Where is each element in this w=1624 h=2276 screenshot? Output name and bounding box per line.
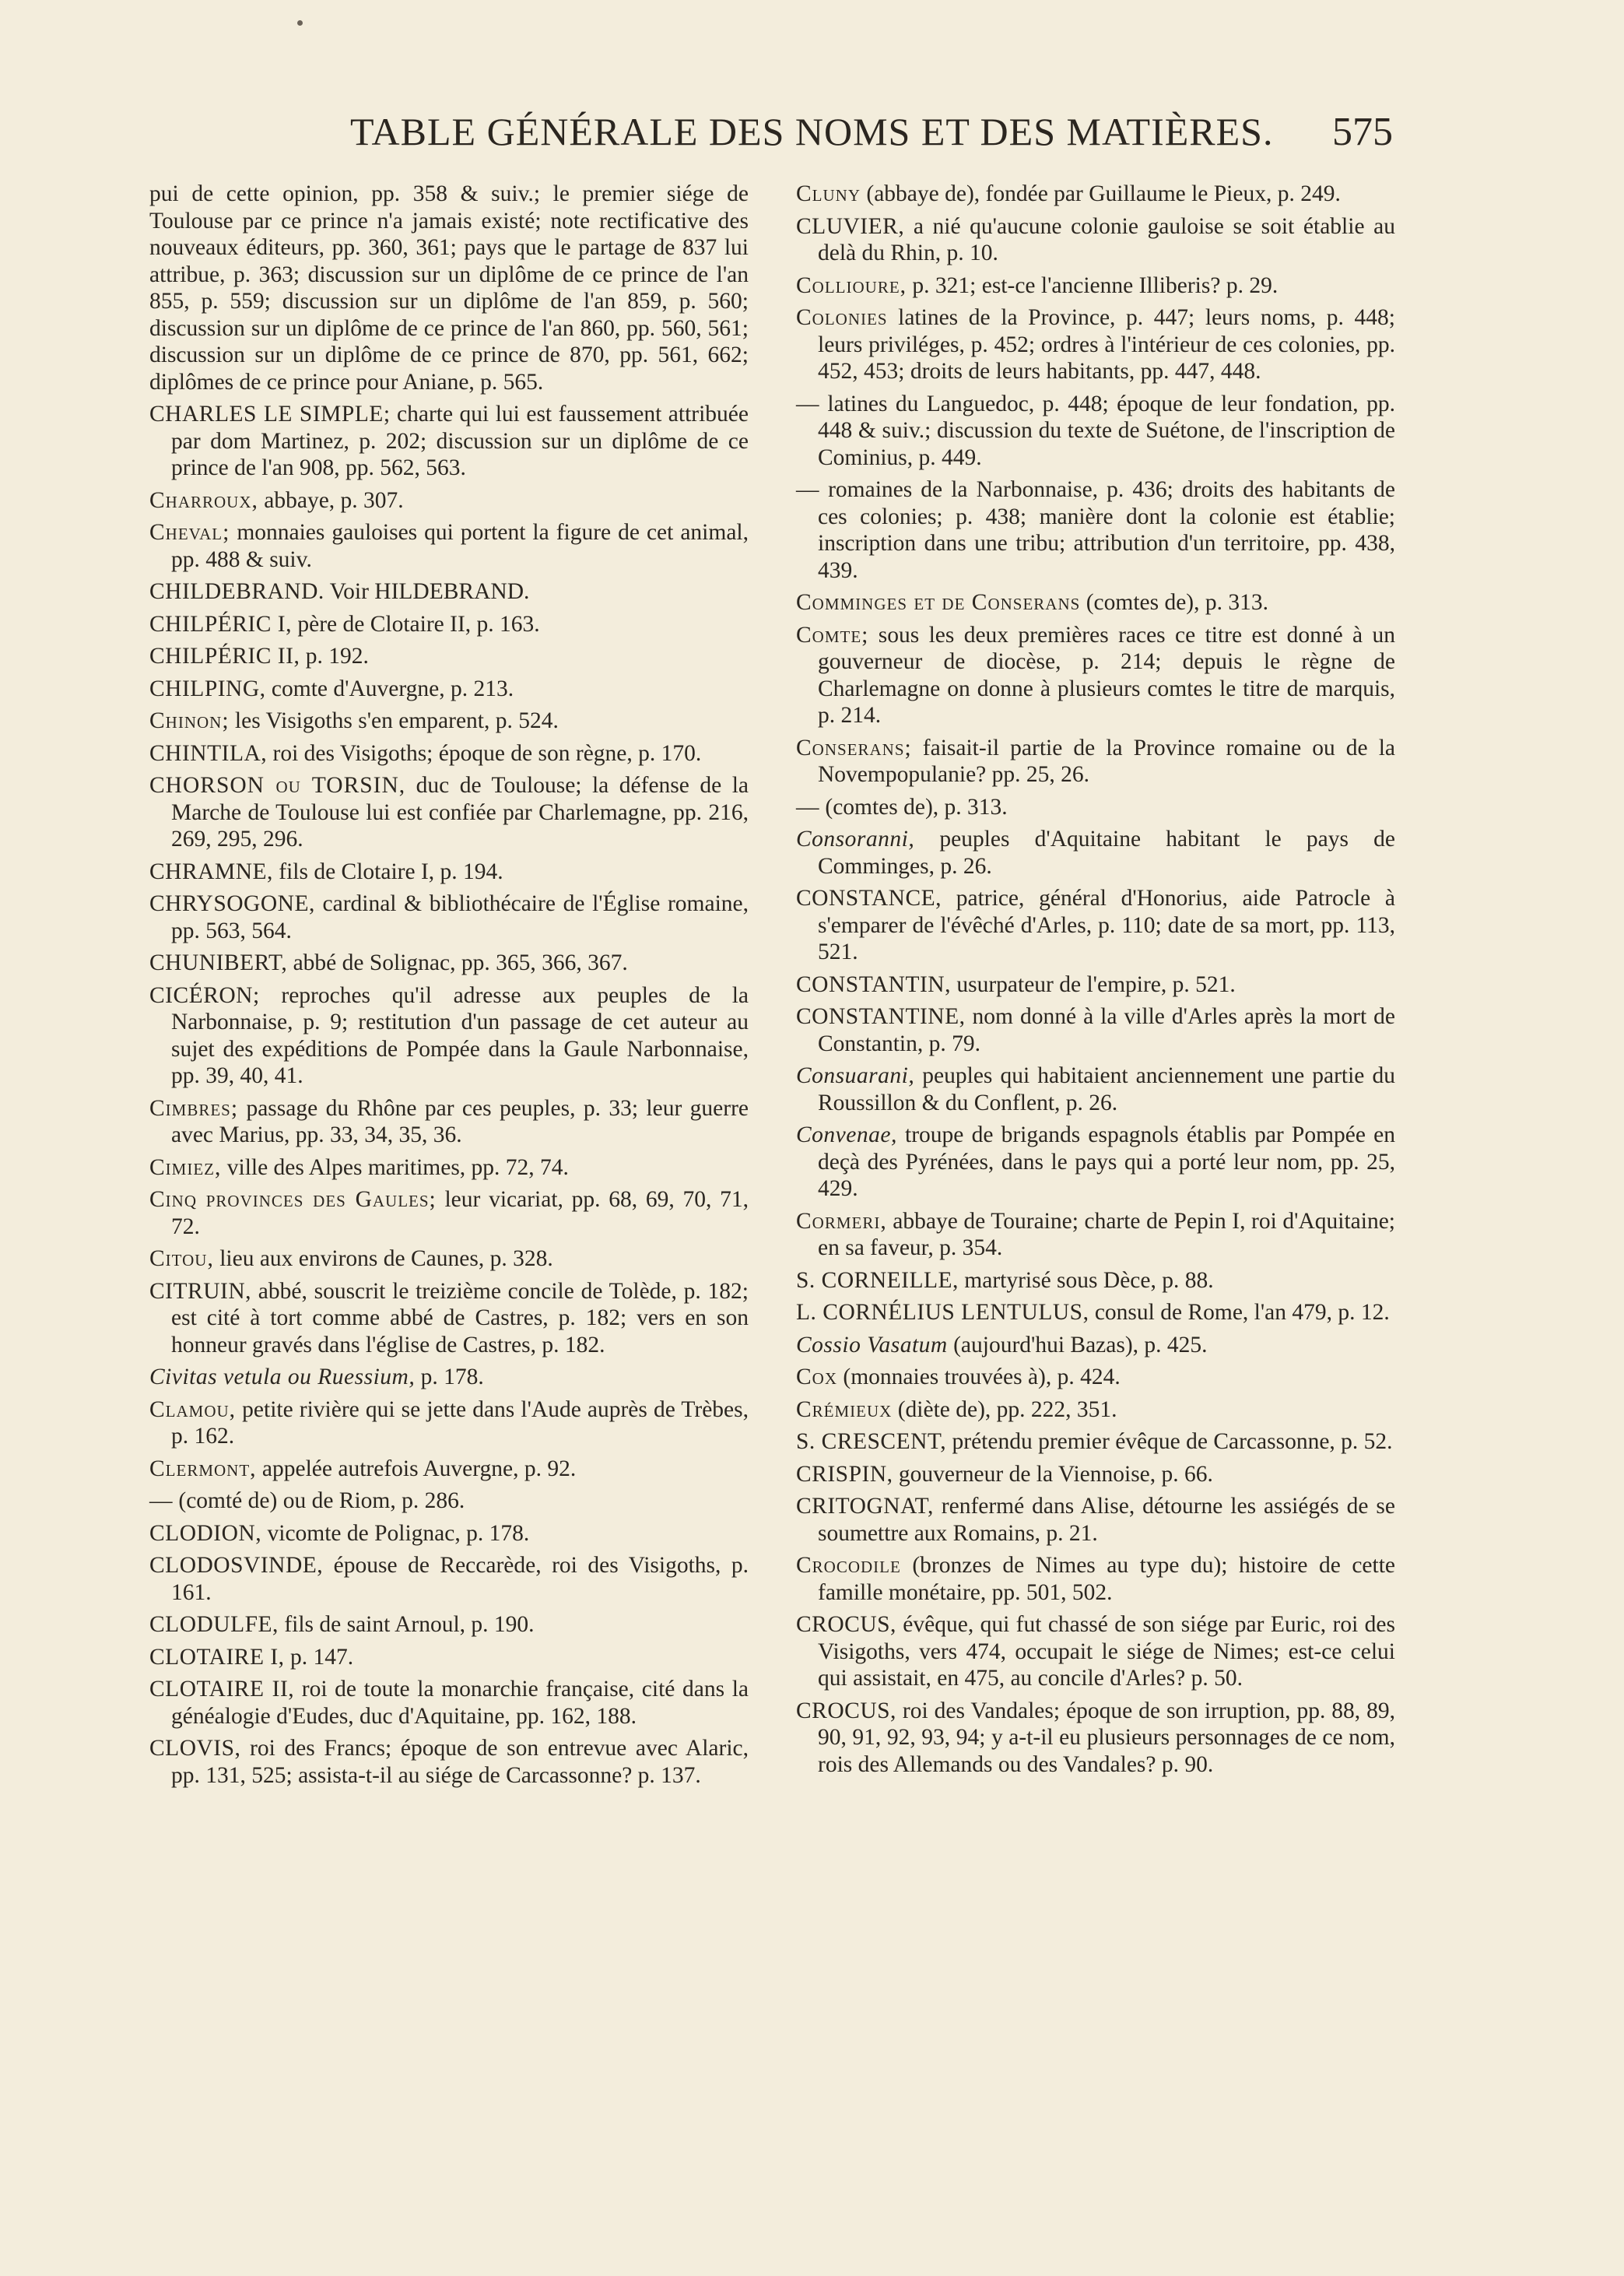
entry-headword: CLODULFE, <box>149 1612 279 1637</box>
entry-headword: CLUVIER, <box>796 213 905 239</box>
entry-text: p. 192. <box>300 644 369 669</box>
index-entry <box>796 589 1395 616</box>
entry-text: épouse de Reccarède, roi des Visigoths, p. 161. <box>171 1553 749 1605</box>
entry-headword: Cimbres; <box>149 1095 239 1121</box>
entry-text: a nié qu'aucune colonie gauloise se soit établie au delà du Rhin, p. 10. <box>818 213 1395 265</box>
entry-headword: Clermont, <box>149 1456 257 1481</box>
index-entry <box>149 611 749 638</box>
index-entry <box>796 1364 1395 1391</box>
index-entry <box>796 1267 1395 1294</box>
entry-headword: CLODOSVINDE, <box>149 1553 324 1578</box>
entry-text: cardinal & bibliothécaire de l'Église romaine, pp. 563, 564. <box>171 891 749 943</box>
entry-text: abbaye de Touraine; charte de Pepin I, roi d'Aquitaine; en sa faveur, p. 354. <box>818 1208 1395 1260</box>
entry-headword: CHRYSOGONE, <box>149 891 315 916</box>
index-entry <box>149 1186 749 1240</box>
entry-text: abbé, souscrit le treizième concile de Tolède, p. 182; est cité à tort comme abbé de Castres, p. 182; vers en son honneur gravés dans l'église de Castres, p. 182. <box>171 1278 749 1358</box>
entry-text: petite rivière qui se jette dans l'Aude auprès de Trèbes, p. 162. <box>171 1396 749 1449</box>
entry-text: roi des Vandales; époque de son irruption, pp. 88, 89, 90, 91, 92, 93, 94; y a-t-il eu plusieurs personnages de ce nom, rois des Allemands ou des Vandales? p. 90. <box>818 1698 1395 1777</box>
entry-text: duc de Toulouse; la défense de la Marche de Toulouse lui est confiée par Charlemagne, pp. 216, 269, 295, 296. <box>171 773 749 852</box>
index-entry <box>149 181 749 395</box>
entry-text: leur vicariat, pp. 68, 69, 70, 71, 72. <box>171 1187 749 1239</box>
entry-headword: L. CORNÉLIUS LENTULUS, <box>796 1300 1089 1325</box>
entry-headword: Cormeri, <box>796 1208 887 1234</box>
entry-headword: Cluny <box>796 181 861 206</box>
index-entry <box>796 272 1395 300</box>
index-entry <box>149 1154 749 1182</box>
entry-text: appelée autrefois Auvergne, p. 92. <box>256 1456 577 1481</box>
entry-headword: CONSTANTINE, <box>796 1004 966 1029</box>
index-entry <box>149 1456 749 1483</box>
index-entry <box>796 1062 1395 1116</box>
entry-text: peuples qui habitaient anciennement une partie du Roussillon & du Conflent, p. 26. <box>818 1063 1395 1115</box>
entry-headword: Colonies <box>796 305 888 330</box>
page-number: 575 <box>1332 110 1393 154</box>
entry-text: reproches qu'il adresse aux peuples de la Narbonnaise, p. 9; restitution d'un passage de cet auteur au sujet des expéditions de Pompée dans la Gaule Narbonnaise, pp. 39, 40, 41. <box>171 982 749 1088</box>
entry-text: abbé de Solignac, pp. 365, 366, 367. <box>287 950 628 975</box>
index-entry <box>149 643 749 670</box>
index-entry <box>796 1208 1395 1262</box>
entry-text: ville des Alpes maritimes, pp. 72, 74. <box>221 1154 569 1180</box>
index-entry <box>796 391 1395 472</box>
index-entry <box>149 1487 749 1515</box>
index-entry <box>796 622 1395 729</box>
entry-text: prétendu premier évêque de Carcassonne, p. 52. <box>946 1429 1393 1454</box>
entry-headword: CHUNIBERT, <box>149 950 288 975</box>
entry-headword: CLOTAIRE I, <box>149 1644 285 1670</box>
entry-text: (aujourd'hui Bazas), p. 425. <box>947 1332 1208 1358</box>
index-entry <box>149 1735 749 1789</box>
entry-text: roi des Visigoths; époque de son règne, p. 170. <box>267 740 702 766</box>
entry-headword: Crocodile <box>796 1553 901 1578</box>
entry-headword: S. CORNEILLE, <box>796 1267 959 1293</box>
entry-headword: CHILDEBRAND. <box>149 579 324 604</box>
entry-text: (diète de), pp. 222, 351. <box>892 1396 1117 1422</box>
entry-text: (comtes de), p. 313. <box>819 794 1008 820</box>
ink-dot <box>297 20 303 26</box>
entry-text: gouverneur de la Viennoise, p. 66. <box>893 1461 1213 1487</box>
entry-headword: S. CRESCENT, <box>796 1429 947 1454</box>
entry-text: (monnaies trouvées à), p. 424. <box>837 1365 1121 1389</box>
entry-headword: Cox <box>796 1365 838 1389</box>
entry-text: p. 321; est-ce l'ancienne Illiberis? p. 29. <box>907 272 1279 298</box>
entry-text: abbaye, p. 307. <box>258 487 404 513</box>
entry-headword: Cimiez, <box>149 1154 222 1180</box>
entry-text: évêque, qui fut chassé de son siége par Euric, roi des Visigoths, vers 474, occupait le siége de Nimes; est-ce celui qui assistait, en 475, au concile d'Arles? p. 50. <box>818 1612 1395 1691</box>
entry-text: fils de saint Arnoul, p. 190. <box>278 1612 535 1637</box>
index-entry <box>149 708 749 735</box>
entry-headword: Conserans; <box>796 735 912 760</box>
entry-headword: CHARLES LE SIMPLE; <box>149 402 391 427</box>
entry-headword: CHILPÉRIC II, <box>149 644 300 669</box>
index-entry <box>149 1396 749 1450</box>
entry-text: pui de cette opinion, pp. 358 & suiv.; le premier siége de Toulouse par ce prince n'a jamais existé; note rectificative des nouveaux éditeurs, pp. 360, 361; pays que le partage de 837 lui attribue, p. 363; discussion sur un diplôme de ce prince de l'an 855, p. 559; discussion sur un diplôme de l'an 859, p. 560; discussion sur un diplôme de ce prince de l'an 860, pp. 560, 561; discussion sur un diplôme de ce prince de 870, pp. 561, 662; diplômes de ce prince pour Aniane, p. 565. <box>149 181 749 395</box>
left-column <box>149 181 749 1794</box>
index-entry <box>149 1644 749 1671</box>
right-column <box>796 181 1395 1783</box>
entry-text: vicomte de Polignac, p. 178. <box>261 1520 530 1546</box>
entry-text: (comté de) ou de Riom, p. 286. <box>173 1488 465 1513</box>
index-entry <box>149 859 749 886</box>
entry-headword: CROCUS, <box>796 1612 896 1637</box>
entry-text: roi de toute la monarchie française, cité dans la généalogie d'Eudes, duc d'Aquitaine, pp. 162, 188. <box>171 1677 749 1729</box>
entry-headword: CLODION, <box>149 1520 262 1546</box>
entry-text: p. 147. <box>284 1644 354 1670</box>
entry-text: (abbaye de), fondée par Guillaume le Pieux, p. 249. <box>861 181 1341 206</box>
entry-text: père de Clotaire II, p. 163. <box>292 611 540 637</box>
index-entry <box>796 1493 1395 1547</box>
entry-text: martyrisé sous Dèce, p. 88. <box>958 1267 1214 1293</box>
entry-text: latines du Languedoc, p. 448; époque de leur fondation, pp. 448 & suiv.; discussion du texte de Suétone, de l'inscription de Cominius, p. 449. <box>818 391 1395 470</box>
index-entry <box>149 401 749 482</box>
entry-headword: Citou, <box>149 1246 214 1271</box>
entry-text: passage du Rhône par ces peuples, p. 33; leur guerre avec Marius, pp. 33, 34, 35, 36. <box>171 1095 749 1147</box>
entry-headword: Cheval; <box>149 520 230 545</box>
entry-headword: Civitas vetula ou Ruessium, <box>149 1365 416 1389</box>
index-entry <box>149 578 749 606</box>
entry-headword: CLOTAIRE II, <box>149 1677 295 1702</box>
entry-text: peuples d'Aquitaine habitant le pays de Comminges, p. 26. <box>818 827 1395 879</box>
entry-headword: CRISPIN, <box>796 1461 893 1487</box>
index-entry <box>796 1332 1395 1359</box>
index-entry <box>149 890 749 944</box>
entry-text: patrice, général d'Honorius, aide Patrocle à s'emparer de l'évêché d'Arles, p. 110; date de sa mort, pp. 113, 521. <box>818 886 1395 964</box>
entry-headword: CHINTILA, <box>149 740 268 766</box>
entry-headword: CHILPÉRIC I, <box>149 611 292 637</box>
index-entry <box>796 1698 1395 1779</box>
entry-headword: Convenae, <box>796 1122 897 1147</box>
entry-text: usurpateur de l'empire, p. 521. <box>950 971 1236 997</box>
index-entry <box>796 1611 1395 1692</box>
entry-headword: CHORSON ou TORSIN, <box>149 773 406 798</box>
index-entry <box>149 982 749 1090</box>
entry-headword: Cinq provinces des Gaules; <box>149 1187 437 1212</box>
entry-headword: CONSTANCE, <box>796 886 942 911</box>
index-entry <box>796 1299 1395 1326</box>
index-entry <box>149 1245 749 1273</box>
index-entry <box>149 950 749 977</box>
entry-headword: — <box>796 391 819 416</box>
index-entry <box>149 1095 749 1149</box>
entry-text: faisait-il partie de la Province romaine ou de la Novempopulanie? pp. 25, 26. <box>818 735 1395 787</box>
entry-headword: CICÉRON; <box>149 982 260 1008</box>
index-entry <box>796 794 1395 821</box>
index-entry <box>796 735 1395 789</box>
index-entry <box>796 1552 1395 1606</box>
index-entry <box>149 740 749 767</box>
entry-headword: CROCUS, <box>796 1698 896 1723</box>
entry-headword: — <box>796 477 819 502</box>
entry-text: charte qui lui est faussement attribuée par dom Martinez, p. 202; discussion sur un diplôme de ce prince de l'an 908, pp. 562, 563. <box>171 402 749 480</box>
entry-text: comte d'Auvergne, p. 213. <box>265 676 514 701</box>
entry-headword: Comte; <box>796 622 869 648</box>
entry-text: les Visigoths s'en emparent, p. 524. <box>229 708 559 733</box>
entry-headword: Chinon; <box>149 708 230 733</box>
entry-text: consul de Rome, l'an 479, p. 12. <box>1089 1300 1390 1325</box>
entry-text: Voir HILDEBRAND. <box>324 579 530 604</box>
index-entry <box>796 181 1395 208</box>
entry-headword: CLOVIS, <box>149 1736 241 1761</box>
index-entry <box>149 519 749 573</box>
entry-headword: CHILPING, <box>149 676 266 701</box>
entry-text: lieu aux environs de Caunes, p. 328. <box>213 1246 553 1271</box>
index-entry <box>149 487 749 515</box>
index-entry <box>796 971 1395 999</box>
index-entry <box>149 1364 749 1391</box>
entry-text: romaines de la Narbonnaise, p. 436; droits des habitants de ces colonies; p. 438; manière dont la colonie est établie; inscription dans une tribu; attribution d'un territoire, pp. 438, 439. <box>818 477 1395 583</box>
index-entry <box>796 885 1395 966</box>
entry-headword: — <box>796 794 819 820</box>
index-entry <box>796 826 1395 880</box>
index-entry <box>149 1520 749 1547</box>
index-entry <box>796 476 1395 584</box>
page-header <box>148 109 1393 156</box>
index-entry <box>796 213 1395 267</box>
running-title: TABLE GÉNÉRALE DES NOMS ET DES MATIÈRES. <box>350 110 1274 153</box>
entry-text: troupe de brigands espagnols établis par Pompée en deçà des Pyrénées, dans le pays qui a porté leur nom, pp. 25, 429. <box>818 1122 1395 1201</box>
entry-text: latines de la Province, p. 447; leurs noms, p. 448; leurs priviléges, p. 452; ordres à l'intérieur de ces colonies, pp. 452, 453; droits de leurs habitants, pp. 447, 448. <box>818 305 1395 384</box>
index-entry <box>149 1552 749 1606</box>
entry-text: fils de Clotaire I, p. 194. <box>272 859 503 884</box>
entry-text: (comtes de), p. 313. <box>1080 590 1269 615</box>
index-entry <box>796 1003 1395 1057</box>
index-entry <box>796 1122 1395 1203</box>
entry-text: renfermé dans Alise, détourne les assiégés de se soumettre aux Romains, p. 21. <box>818 1494 1395 1546</box>
index-entry <box>796 1428 1395 1456</box>
entry-headword: Comminges et de Conserans <box>796 590 1081 615</box>
entry-text: (bronzes de Nimes au type du); histoire de cette famille monétaire, pp. 501, 502. <box>818 1553 1395 1605</box>
entry-headword: Charroux, <box>149 487 258 513</box>
entry-headword: Collioure, <box>796 272 907 298</box>
entry-text: monnaies gauloises qui portent la figure de cet animal, pp. 488 & suiv. <box>171 520 749 572</box>
entry-text: roi des Francs; époque de son entrevue avec Alaric, pp. 131, 525; assista-t-il au siége de Carcassonne? p. 137. <box>171 1736 749 1788</box>
index-entry <box>149 772 749 853</box>
entry-headword: CRITOGNAT, <box>796 1494 934 1519</box>
index-entry <box>149 1676 749 1730</box>
entry-headword: Crémieux <box>796 1396 893 1422</box>
index-entry <box>796 1461 1395 1488</box>
entry-headword: CITRUIN, <box>149 1278 252 1304</box>
entry-headword: Consoranni, <box>796 827 915 852</box>
entry-headword: Consuarani, <box>796 1063 915 1088</box>
entry-headword: CHRAMNE, <box>149 859 273 884</box>
entry-headword: — <box>149 1488 173 1513</box>
index-entry <box>796 304 1395 385</box>
entry-text: nom donné à la ville d'Arles après la mort de Constantin, p. 79. <box>818 1004 1395 1056</box>
index-entry <box>796 1396 1395 1424</box>
index-entry <box>149 1278 749 1359</box>
index-entry <box>149 1611 749 1639</box>
entry-headword: CONSTANTIN, <box>796 971 951 997</box>
entry-text: p. 178. <box>415 1365 484 1389</box>
index-entry <box>149 676 749 703</box>
entry-text: sous les deux premières races ce titre est donné à un gouverneur de diocèse, p. 214; depuis le règne de Charlemagne on donne à plusieurs comtes le titre de marquis, p. 214. <box>818 622 1395 728</box>
entry-headword: Clamou, <box>149 1396 237 1422</box>
entry-headword: Cossio Vasatum <box>796 1332 948 1358</box>
